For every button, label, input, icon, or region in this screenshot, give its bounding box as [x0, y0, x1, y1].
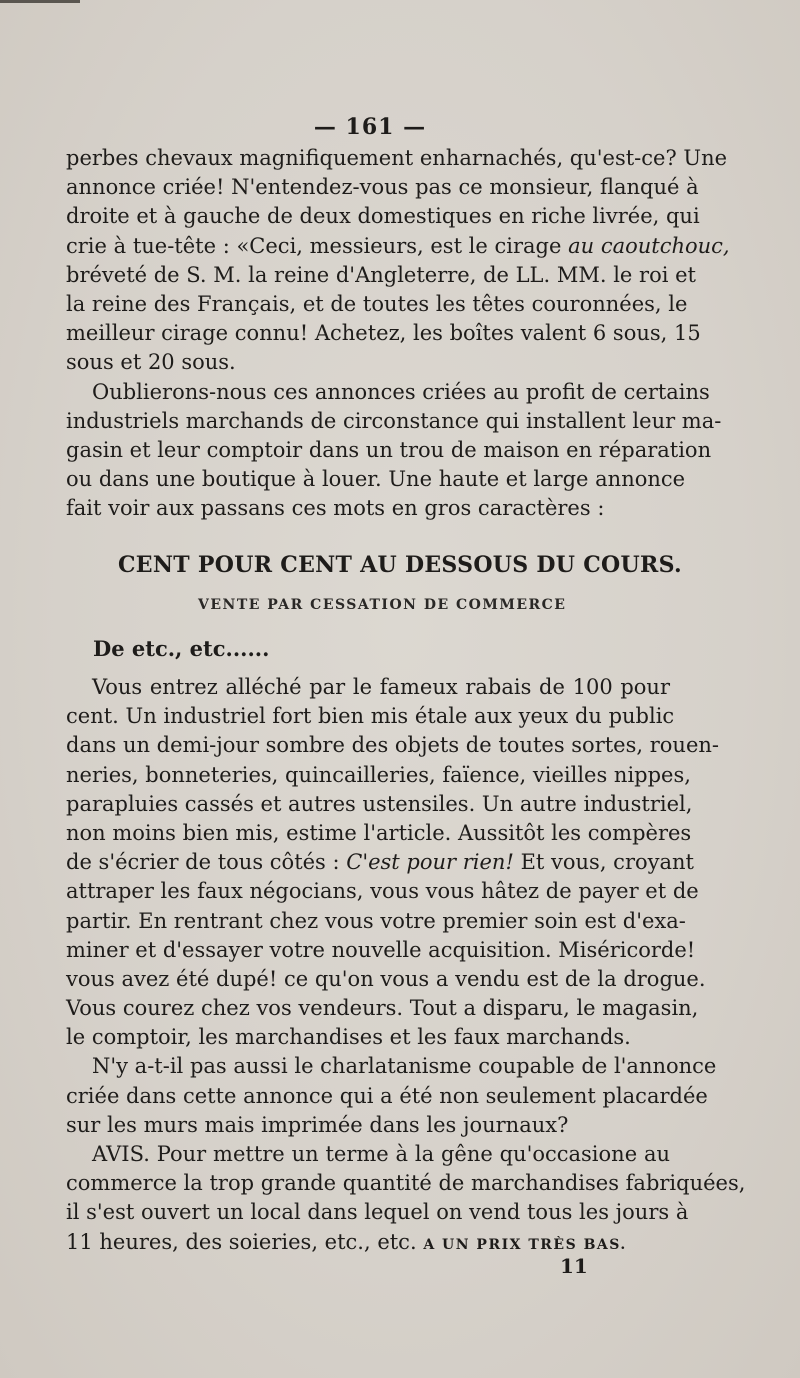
text-line: industriels marchands de circonstance qui installent leur ma- — [66, 408, 722, 433]
text-line: vous avez été dupé! ce qu'on vous a vendu est de la drogue. — [66, 966, 706, 991]
text-line: Vous entrez alléché par le fameux rabais de 100 pour — [92, 675, 670, 699]
page-number: — 161 — — [313, 114, 427, 140]
text-line — [66, 1228, 670, 1257]
text-line: ou dans une boutique à louer. Une haute et large annonce — [66, 467, 686, 492]
text-line: gasin et leur comptoir dans un trou de maison en réparation — [66, 437, 712, 462]
text-line: parapluies cassés et autres ustensiles. Un autre industriel, — [66, 791, 693, 816]
page-edge-shadow — [0, 0, 80, 3]
italic-phrase: C'est pour rien! — [346, 850, 514, 875]
italic-phrase: au caoutchouc, — [568, 233, 730, 258]
text-line: sous et 20 sous. — [66, 350, 236, 375]
text-line: sur les murs mais imprimée dans les journaux? — [66, 1112, 569, 1137]
text-line: neries, bonneteries, quincailleries, faïence, vieilles nippes, — [66, 762, 691, 787]
text-line: il s'est ouvert un local dans lequel on vend tous les jours à — [66, 1200, 689, 1225]
text-span: crie à tue-tête : «Ceci, messieurs, est le cirage — [66, 233, 569, 258]
advertisement-etc-line: De etc., etc...... — [93, 636, 270, 661]
text-line: perbes chevaux magnifiquement enharnachés, qu'est-ce? Une — [66, 146, 728, 170]
advertisement-subheading: VENTE PAR CESSATION DE COMMERCE — [198, 597, 567, 613]
text-line: fait voir aux passans ces mots en gros caractères : — [66, 496, 605, 521]
signature-mark: 11 — [560, 1254, 588, 1278]
text-span: de s'écrier de tous côtés : — [66, 850, 347, 875]
text-line: Vous courez chez vos vendeurs. Tout a disparu, le magasin, — [66, 996, 699, 1021]
text-span: 11 heures, des soieries, etc., etc. — [66, 1229, 424, 1254]
text-line: criée dans cette annonce qui a été non seulement placardée — [66, 1083, 708, 1108]
text-line: le comptoir, les marchandises et les faux marchands. — [66, 1025, 631, 1050]
text-line: dans un demi-jour sombre des objets de toutes sortes, rouen- — [66, 733, 719, 758]
text-line: bréveté de S. M. la reine d'Angleterre, de LL. MM. le roi et — [66, 262, 696, 287]
paragraph-block-1 — [66, 144, 730, 523]
paragraph-block-2 — [66, 673, 746, 1257]
text-line: AVIS. Pour mettre un terme à la gêne qu'occasione au — [92, 1142, 670, 1166]
text-line: miner et d'essayer votre nouvelle acquisition. Miséricorde! — [66, 937, 696, 962]
text-line — [66, 232, 730, 261]
text-line: droite et à gauche de deux domestiques en riche livrée, qui — [66, 204, 700, 229]
text-line: annonce criée! N'entendez-vous pas ce monsieur, flanqué à — [66, 175, 699, 200]
text-line — [66, 848, 694, 877]
text-line: N'y a-t-il pas aussi le charlatanisme coupable de l'annonce — [92, 1054, 717, 1079]
text-line: partir. En rentrant chez vous votre premier soin est d'exa- — [66, 908, 686, 933]
small-caps-phrase: A UN PRIX TRÈS BAS. — [423, 1236, 627, 1253]
text-line: Oublierons-nous ces annonces criées au profit de certains — [92, 379, 710, 404]
text-line: commerce la trop grande quantité de marchandises fabriquées, — [66, 1171, 746, 1196]
text-line: non moins bien mis, estime l'article. Aussitôt les compères — [66, 820, 692, 845]
text-line: meilleur cirage connu! Achetez, les boîtes valent 6 sous, 15 — [66, 321, 701, 346]
advertisement-heading: CENT POUR CENT AU DESSOUS DU COURS. — [118, 552, 682, 578]
text-line: attraper les faux négocians, vous vous hâtez de payer et de — [66, 879, 699, 904]
text-line: la reine des Français, et de toutes les têtes couronnées, le — [66, 291, 688, 316]
text-line: cent. Un industriel fort bien mis étale aux yeux du public — [66, 704, 675, 729]
text-span: Et vous, croyant — [513, 850, 694, 875]
